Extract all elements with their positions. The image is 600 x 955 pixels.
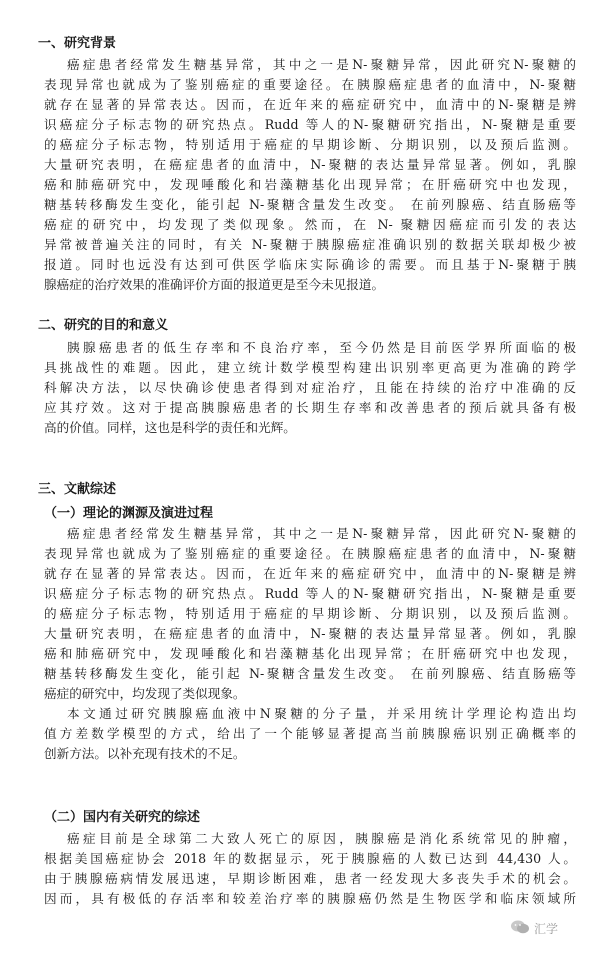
paragraph-line: 癌症的研究中，均发现了类似现象。然而，在 N- 聚糖因癌症而引发的表达 bbox=[44, 217, 576, 232]
paragraph-line: 表现异常也就成为了鉴别癌症的重要途径。在胰腺癌症患者的血清中，N-聚糖 bbox=[44, 546, 576, 561]
paragraph-line: 创新方法。以补充现有技术的不足。 bbox=[44, 746, 246, 761]
paragraph-line: 糖基转移酶发生变化，能引起 N-聚糖含量发生改变。 在前列腺癌、结直肠癌等 bbox=[44, 197, 576, 212]
watermark-text: 汇学 bbox=[534, 921, 559, 936]
paragraph-line: 异常被普遍关注的同时，有关 N-聚糖于胰腺癌症准确识别的数据关联却极少被 bbox=[44, 237, 576, 252]
wechat-icon bbox=[510, 919, 530, 938]
paragraph-line: 应其疗效。这对于提高胰腺癌患者的长期生存率和改善患者的预后就具备有极 bbox=[44, 400, 576, 415]
paragraph-line: 科解决方法，以尽快确诊使患者得到对症治疗，且能在持续的治疗中准确的反 bbox=[44, 380, 576, 395]
paragraph-line: 值方差数学模型的方式，给出了一个能够显著提高当前胰腺癌识别正确概率的 bbox=[44, 726, 576, 741]
watermark bbox=[510, 917, 558, 939]
paragraph-line: 糖基转移酶发生变化，能引起 N-聚糖含量发生改变。 在前列腺癌、结直肠癌等 bbox=[44, 666, 576, 681]
paragraph-line: 具挑战性的难题。因此，建立统计数学模型构建出识别率更高更为准确的跨学 bbox=[44, 360, 576, 375]
paragraph-line: 胰腺癌患者的低生存率和不良治疗率，至今仍然是目前医学界所面临的极 bbox=[67, 340, 576, 355]
paragraph-line: 根据美国癌症协会 2018 年的数据显示，死于胰腺癌的人数已达到 44,430 人。 bbox=[44, 851, 576, 866]
subsection-heading-domestic: （二）国内有关研究的综述 bbox=[44, 810, 201, 825]
paragraph-line: 识癌症分子标志物的研究热点。Rudd 等人的N-聚糖研究指出，N-聚糖是重要 bbox=[44, 586, 576, 601]
paragraph-line: 癌症患者经常发生糖基异常，其中之一是N-聚糖异常，因此研究N-聚糖的 bbox=[67, 526, 576, 541]
paragraph-line: 大量研究表明，在癌症患者的血清中，N-聚糖的表达量异常显著。例如，乳腺 bbox=[44, 626, 576, 641]
section-heading-background: 一、研究背景 bbox=[38, 36, 117, 51]
paragraph-line: 由于胰腺癌病情发展迅速，早期诊断困难，患者一经发现大多丧失手术的机会。 bbox=[44, 871, 576, 886]
paragraph-line: 的癌症分子标志物，特别适用于癌症的早期诊断、分期识别，以及预后监测。 bbox=[44, 606, 576, 621]
section-heading-purpose: 二、研究的目的和意义 bbox=[38, 318, 169, 333]
paragraph-line: 本文通过研究胰腺癌血液中N聚糖的分子量，并采用统计学理论构造出均 bbox=[67, 706, 576, 721]
paragraph-line: 癌和肺癌研究中，发现唾酸化和岩藻糖基化出现异常；在肝癌研究中也发现， bbox=[44, 177, 576, 192]
paragraph-line: 癌症患者经常发生糖基异常，其中之一是N-聚糖异常，因此研究N-聚糖的 bbox=[67, 57, 576, 72]
subsection-heading-theory: （一）理论的渊源及演进过程 bbox=[44, 506, 214, 521]
paragraph-line: 癌症的研究中，均发现了类似现象。 bbox=[44, 686, 246, 701]
paragraph-line: 的癌症分子标志物，特别适用于癌症的早期诊断、分期识别，以及预后监测。 bbox=[44, 137, 576, 152]
paragraph-line: 表现异常也就成为了鉴别癌症的重要途径。在胰腺癌症患者的血清中，N-聚糖 bbox=[44, 77, 576, 92]
paragraph-line: 识癌症分子标志物的研究热点。Rudd 等人的N-聚糖研究指出，N-聚糖是重要 bbox=[44, 117, 576, 132]
paragraph-line: 癌症目前是全球第二大致人死亡的原因，胰腺癌是消化系统常见的肿瘤， bbox=[67, 831, 576, 846]
paragraph-line: 高的价值。同样，这也是科学的责任和光辉。 bbox=[44, 420, 296, 435]
paragraph-line: 大量研究表明，在癌症患者的血清中，N-聚糖的表达量异常显著。例如，乳腺 bbox=[44, 157, 576, 172]
paragraph-line: 就存在显著的异常表达。因而，在近年来的癌症研究中，血清中的N-聚糖是辨 bbox=[44, 566, 576, 581]
paragraph-line: 就存在显著的异常表达。因而，在近年来的癌症研究中，血清中的N-聚糖是辨 bbox=[44, 97, 576, 112]
paragraph-line: 腺癌症的治疗效果的准确评价方面的报道更是至今未见报道。 bbox=[44, 277, 385, 292]
paragraph-line: 因而，具有极低的存活率和较差治疗率的胰腺癌仍然是生物医学和临床领域所 bbox=[44, 891, 576, 906]
paragraph-line: 报道。同时也远没有达到可供医学临床实际确诊的需要。而且基于N-聚糖于胰 bbox=[44, 257, 576, 272]
paragraph-line: 癌和肺癌研究中，发现唾酸化和岩藻糖基化出现异常；在肝癌研究中也发现， bbox=[44, 646, 576, 661]
section-heading-literature: 三、文献综述 bbox=[38, 482, 117, 497]
